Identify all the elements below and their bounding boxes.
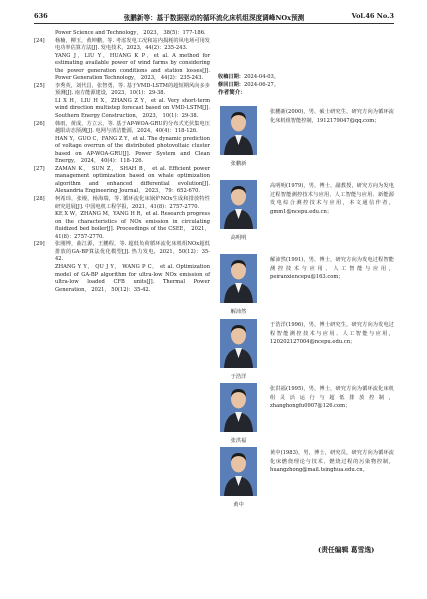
author-bio: 于浩洋(1996)，男，博士研究生，研究方向为发电过程智能测控技术与应用、人工智能与应用，120202127004@ncepu.edu.cn；: [270, 322, 394, 345]
reference-text: LI X H，LIU H X，ZHANG Z Y，et al. Very short-term wind direction multistep forecast based on VMD-LSTM[J]. Southern Energy Construction， 2023， 10(1)：29-38.: [55, 97, 210, 120]
author-bio: 张鹏新(2000)，男，硕士研究生，研究方向为循环流化床机组智能控制，1912179047@qq.com；: [270, 109, 394, 124]
photo-caption: 高明明: [230, 235, 247, 241]
reference-number: [25]: [34, 82, 45, 89]
reference-number: [27]: [34, 165, 45, 172]
reference-text: HAN Y，GUO C，FANG Z Y，et al. The dynamic prediction of voltage overrun of the distributed photovoltaic cluster based on AP-WOA-GRU[J]. Power System and Clean Energy， 2024， 40(4)：118-126.: [55, 135, 210, 165]
reference-text: ZHANG Y Y， QU J Y， WANG P C， et al. Optimization model of GA-BP algorithm for ultra-low NOx emission of ultra-low loaded CFB units[J]. Thermal Power Generation， 2021， 50(12)：35-42.: [55, 263, 210, 293]
reference-number: [29]: [34, 241, 45, 248]
author-photo: [220, 319, 257, 368]
received-date: [218, 74, 394, 82]
reference-entry: [34, 196, 210, 211]
revised-label: 修回日期：: [218, 81, 244, 88]
reference-text: Power Science and Technology， 2023， 38(5)：177-186.: [55, 30, 206, 36]
received-label: 收稿日期：: [218, 74, 244, 80]
author-block: [218, 180, 394, 246]
photo-caption: 解沛然: [230, 309, 247, 315]
author-block: [218, 383, 394, 449]
author-bio: 张洪福(1995)，男，博士，研究方向为循环流化床机组灵活运行与超低排放控制，zhanghongfu0907@126.com；: [270, 386, 394, 409]
reference-entry: [34, 211, 210, 241]
authors-heading: 作者简介：: [218, 90, 246, 96]
page-number: 636: [34, 12, 48, 20]
reference-text: YANG J，LIU Y，HUANG K P，et al. A method for estimating available power of wind farms by considering the power generation conditions and station losses[J]. Power Generation Technology， 2023， 44(2)：235-243.: [55, 52, 210, 82]
author-bio: 黄中(1983)，男，博士，研究员，研究方向为循环流化床燃烧理论与技术、燃烧过程的污染物控制，huangzhong@mail.tsinghua.edu.cn。: [270, 450, 394, 473]
reference-number: [28]: [34, 196, 45, 203]
running-title: 张鹏新等：基于数据驱动的循环流化床机组深度调峰NOx预测: [123, 14, 305, 22]
reference-text: 柯希玮，张缦，杨海瑞，等. 循环流化床锅炉NOx生成和排放特性研究进展[J]. 中国电机工程学报，2021，41(8)：2757-2770.: [55, 196, 210, 210]
reference-text: ZAMAN K， SUN Z， SHAH B， et al. Efficient power management optimization based on whale optimization algorithm and enhanced differential evolution[J]. Alexandria Engineering Journal， 2023， 79：652-670.: [55, 165, 210, 195]
author-block: [218, 254, 394, 320]
photo-caption: 张鹏新: [230, 161, 247, 167]
photo-caption: 张洪福: [230, 438, 247, 444]
reference-text: KE X W，ZHANG M，YANG H R，et al. Research progress on the characteristics of NOx emission in circulating fluidized bed boiler[J]. Proceedings of the CSEE， 2021， 41(8)：2757-2770.: [55, 211, 210, 240]
reference-text: 杨楠，柳玉，黄坤鹏，等. 考虑发电工况和站内损耗的风电场可用发电功率估算方法[J]. 发电技术，2023，44(2)：235-243.: [55, 37, 210, 52]
reference-entry: [34, 264, 210, 294]
author-block: [218, 447, 394, 513]
author-bio: 高明明(1979)，男，博士，副教授，研究方向为发电过程智能测控技术与应用、人工智能与应用、新能源发电综合测控技术与应用，本文通信作者，gmm1@ncepu.edu.cn；: [270, 183, 394, 215]
reference-entry: [34, 83, 210, 98]
reference-text: 李秀英，刘代昌，张智勇，等. 基于VMD-LSTM的超短期风向多步预测[J]. 南方能源建设，2023，10(1)：29-38.: [55, 82, 210, 97]
article-info: [218, 74, 394, 97]
received-value: 2024-04-03。: [243, 74, 280, 80]
reference-list: [34, 30, 210, 294]
author-photo: [220, 254, 257, 303]
author-bio: 解沛然(1991)，男，博士，研究方向为发电过程智能测控技术与应用、人工智能与应用，peiranxiencepu@163.com；: [270, 257, 394, 280]
reference-text: 韩雨，黄成，方立云，等. 基于AP-WOA-GRU的分布式光伏集电压越限动态预测[J]. 电网与清洁能源，2024，40(4)：118-126.: [55, 120, 210, 135]
page-header: [34, 11, 394, 24]
reference-entry: [34, 241, 210, 264]
author-block: [218, 106, 394, 172]
author-photo: [220, 180, 257, 229]
reference-entry: [34, 121, 210, 136]
reference-entry: [34, 98, 210, 121]
author-photo: [220, 383, 257, 432]
reference-number: [24]: [34, 37, 45, 44]
photo-caption: 于浩洋: [230, 374, 247, 380]
reference-entry: [34, 53, 210, 83]
reference-number: [26]: [34, 120, 45, 127]
photo-caption: 黄中: [233, 502, 244, 508]
author-photo: [220, 106, 257, 155]
reference-entry: [34, 166, 210, 196]
reference-entry: [34, 30, 210, 38]
revised-date: [218, 82, 394, 90]
author-block: [218, 319, 394, 385]
author-photo: [220, 447, 257, 496]
reference-entry: [34, 136, 210, 166]
reference-entry: [34, 38, 210, 53]
revised-value: 2024-06-27。: [243, 81, 280, 88]
reference-text: 张刚博，曲江源，王鹏程，等. 超低负荷循环流化床机组NOx超低排放的GA-BP算法优化模型[J]. 热力发电，2021，50(12)：35-42.: [55, 241, 210, 263]
volume-issue: Vol.46 No.3: [351, 12, 394, 20]
responsible-editor: (责任编辑 葛雪逸): [318, 546, 375, 554]
